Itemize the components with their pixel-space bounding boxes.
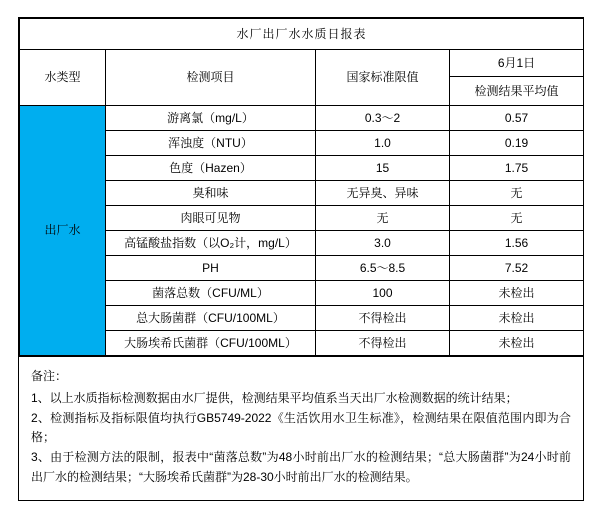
note-line-1: 1、以上水质指标检测数据由水厂提供，检测结果平均值系当天出厂水检测数据的统计结果； (31, 390, 518, 405)
test-item-name: 浑浊度（NTU） (106, 131, 316, 156)
standard-value: 0.3～2 (316, 106, 450, 131)
test-item-name: 肉眼可见物 (106, 206, 316, 231)
standard-value: 3.0 (316, 231, 450, 256)
test-item-name: 臭和味 (106, 181, 316, 206)
page-title: 水厂出厂水水质日报表 (20, 19, 584, 50)
test-item-name: 总大肠菌群（CFU/100ML） (106, 306, 316, 331)
result-value: 7.52 (450, 256, 584, 281)
note-line-2: 2、检测指标及指标限值均执行GB5749-2022《生活饮用水卫生标准》，检测结果在限值范围内即为合格； (31, 410, 571, 445)
report-sheet (18, 17, 584, 501)
table-header-row-1 (20, 50, 584, 77)
table-row (20, 106, 584, 131)
header-result-average: 检测结果平均值 (450, 77, 584, 106)
notes-section (19, 356, 583, 500)
note-line-3: 3、由于检测方法的限制，报表中“菌落总数”为48小时前出厂水的检测结果；“总大肠菌群”为24小时前出厂水的检测结果；“大肠埃希氏菌群”为28-30小时前出厂水的检测结果。 (31, 450, 571, 484)
test-item-name: 高锰酸盐指数（以O₂计，mg/L） (106, 231, 316, 256)
test-item-name: 色度（Hazen） (106, 156, 316, 181)
header-date: 6月1日 (450, 50, 584, 77)
result-value: 未检出 (450, 281, 584, 306)
result-value: 无 (450, 206, 584, 231)
standard-value: 无异臭、异味 (316, 181, 450, 206)
water-type-outlet-water: 出厂水 (20, 106, 106, 356)
test-item-name: 菌落总数（CFU/ML） (106, 281, 316, 306)
result-value: 未检出 (450, 306, 584, 331)
standard-value: 6.5～8.5 (316, 256, 450, 281)
standard-value: 100 (316, 281, 450, 306)
test-item-name: 游离氯（mg/L） (106, 106, 316, 131)
notes-title: 备注： (31, 369, 68, 383)
test-item-name: PH (106, 256, 316, 281)
standard-value: 15 (316, 156, 450, 181)
water-quality-table (19, 18, 584, 356)
standard-value: 不得检出 (316, 306, 450, 331)
standard-value: 1.0 (316, 131, 450, 156)
result-value: 未检出 (450, 331, 584, 356)
test-item-name: 大肠埃希氏菌群（CFU/100ML） (106, 331, 316, 356)
header-water-type: 水类型 (20, 50, 106, 106)
table-title-row (20, 19, 584, 50)
result-value: 1.75 (450, 156, 584, 181)
header-test-item: 检测项目 (106, 50, 316, 106)
standard-value: 无 (316, 206, 450, 231)
result-value: 0.57 (450, 106, 584, 131)
result-value: 0.19 (450, 131, 584, 156)
result-value: 1.56 (450, 231, 584, 256)
result-value: 无 (450, 181, 584, 206)
header-national-standard: 国家标准限值 (316, 50, 450, 106)
standard-value: 不得检出 (316, 331, 450, 356)
